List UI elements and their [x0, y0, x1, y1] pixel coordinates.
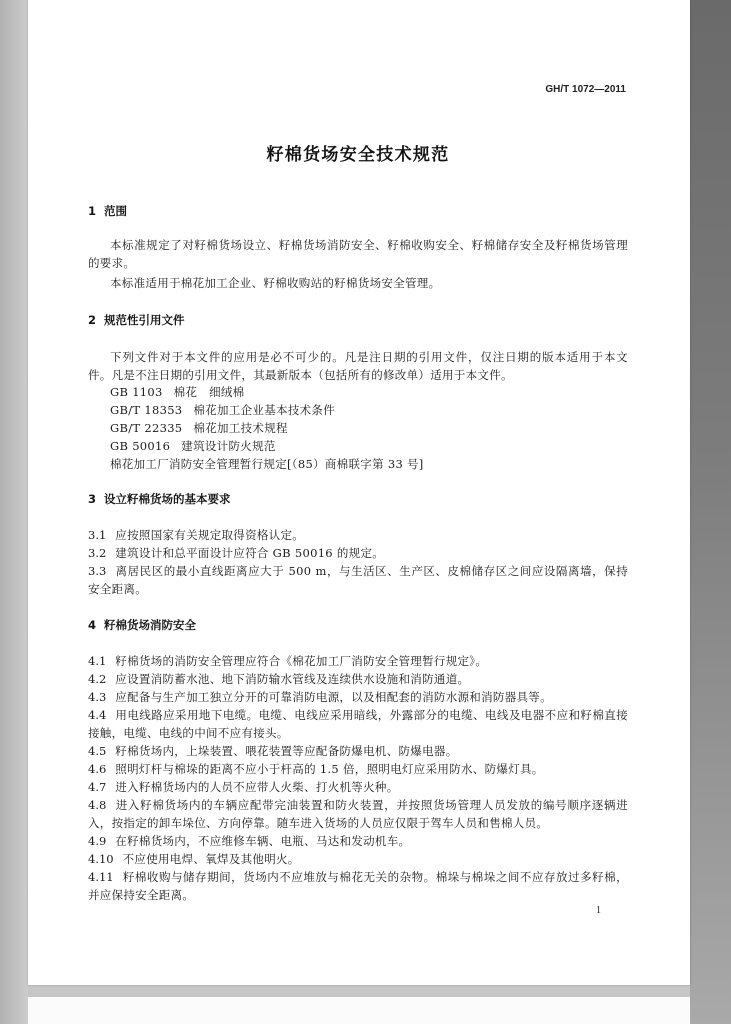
clause — [88, 778, 628, 796]
clause-text: 籽棉收购与储存期间，货场内不应堆放与棉花无关的杂物。棉垛与棉垛之间不应存放过多籽棉，并应保持安全距离。 — [88, 870, 628, 902]
reference-code: GB 1103 — [110, 385, 163, 399]
clause-number: 3.3 — [88, 564, 107, 578]
clause-text: 应设置消防蓄水池、地下消防输水管线及连续供水设施和消防通道。 — [115, 672, 470, 686]
section-2-heading — [88, 311, 628, 329]
clause-text: 离居民区的最小直线距离应大于 500 m，与生活区、生产区、皮棉储存区之间应设隔离墙，保持安全距离。 — [88, 564, 628, 596]
page-number: 1 — [596, 905, 601, 916]
clause — [88, 652, 628, 670]
clause-text: 照明灯杆与棉垛的距离不应小于杆高的 1.5 倍，照明电灯应采用防水、防爆灯具。 — [115, 762, 544, 776]
reference-title: 棉花 细绒棉 — [173, 385, 245, 399]
clause — [88, 562, 628, 598]
clause-number: 4.8 — [88, 798, 107, 812]
section-3-heading — [88, 490, 628, 508]
clause-text: 籽棉货场的消防安全管理应符合《棉花加工厂消防安全管理暂行规定》。 — [115, 654, 488, 668]
document-page — [28, 0, 690, 985]
reference-title: 棉花加工企业基本技术条件 — [193, 403, 336, 417]
clause-text: 不应使用电焊、氧焊及其他明火。 — [122, 852, 300, 866]
viewer-left-margin — [0, 0, 28, 1024]
scope-paragraph-1: 本标准规定了对籽棉货场设立、籽棉货场消防安全、籽棉收购安全、籽棉储存安全及籽棉货场管理的要求。 — [88, 238, 628, 270]
clause-number: 4.3 — [88, 690, 107, 704]
clause — [88, 688, 628, 706]
clause — [88, 706, 628, 742]
clause-text: 在籽棉货场内，不应维修车辆、电瓶、马达和发动机车。 — [115, 834, 411, 848]
document-title: 籽棉货场安全技术规范 — [266, 145, 450, 165]
clause — [88, 796, 628, 832]
reference-item — [110, 383, 628, 401]
references-intro-paragraph: 下列文件对于本文件的应用是必不可少的。凡是注日期的引用文件，仅注日期的版本适用于本文件。凡是不注日期的引用文件，其最新版本（包括所有的修改单）适用于本文件。 — [88, 350, 628, 382]
clause-number: 3.1 — [88, 528, 107, 542]
clause-number: 4.10 — [88, 852, 114, 866]
section-title: 籽棉货场消防安全 — [104, 618, 197, 632]
clause-number: 4.5 — [88, 744, 107, 758]
section-3-clauses — [88, 526, 628, 598]
clause — [88, 868, 628, 904]
section-number: 3 — [88, 492, 97, 506]
reference-code: GB 50016 — [110, 439, 171, 453]
clause-number: 4.1 — [88, 654, 107, 668]
clause — [88, 670, 628, 688]
clause-number: 4.2 — [88, 672, 107, 686]
clause-text: 进入籽棉货场内的人员不应带人火柴、打火机等火种。 — [115, 780, 399, 794]
clause-number: 4.6 — [88, 762, 107, 776]
section-4-heading — [88, 616, 628, 634]
clause-text: 建筑设计和总平面设计应符合 GB 50016 的规定。 — [115, 546, 385, 560]
reference-code: GB/T 22335 — [110, 421, 183, 435]
section-number: 1 — [88, 204, 97, 218]
clause-text: 应配备与生产加工独立分开的可靠消防电源，以及相配套的消防水源和消防器具等。 — [115, 690, 552, 704]
reference-title: 建筑设计防火规范 — [181, 439, 276, 453]
clause-number: 4.7 — [88, 780, 107, 794]
viewer-right-margin — [690, 0, 731, 1024]
clause-text: 籽棉货场内，上垛装置、喂花装置等应配备防爆电机、防爆电器。 — [115, 744, 458, 758]
section-4-clauses — [88, 652, 628, 904]
clause-number: 4.4 — [88, 708, 107, 722]
clause-text: 用电线路应采用地下电缆。电缆、电线应采用暗线，外露部分的电缆、电线及电器不应和籽棉直接接触，电缆、电线的中间不应有接头。 — [88, 708, 628, 740]
reference-item — [110, 437, 628, 455]
reference-item — [110, 419, 628, 437]
clause — [88, 742, 628, 760]
reference-item — [110, 401, 628, 419]
section-number: 4 — [88, 618, 97, 632]
reference-item-regulation: 棉花加工厂消防安全管理暂行规定[（85）商棉联字第 33 号] — [110, 457, 424, 471]
next-document-page — [28, 997, 690, 1024]
clause-number: 4.9 — [88, 834, 107, 848]
section-number: 2 — [88, 313, 97, 327]
section-title: 规范性引用文件 — [104, 313, 185, 327]
section-title: 设立籽棉货场的基本要求 — [104, 492, 231, 506]
clause — [88, 544, 628, 562]
clause-text: 应按照国家有关规定取得资格认定。 — [115, 528, 305, 542]
standard-code-header: GH/T 1072—2011 — [545, 84, 626, 95]
clause-text: 进入籽棉货场内的车辆应配带完油装置和防火装置，并按照货场管理人员发放的编号顺序逐辆进入，按指定的卸车垛位、方向停靠。随车进入货场的人员应仅限于驾车人员和售棉人员。 — [88, 798, 628, 830]
section-title: 范围 — [104, 204, 128, 218]
reference-list — [110, 383, 628, 473]
section-1-heading — [88, 202, 628, 220]
reference-title: 棉花加工技术规程 — [193, 421, 288, 435]
clause — [88, 526, 628, 544]
reference-code: GB/T 18353 — [110, 403, 183, 417]
clause — [88, 832, 628, 850]
scope-paragraph-2: 本标准适用于棉花加工企业、籽棉收购站的籽棉货场安全管理。 — [110, 276, 441, 290]
clause — [88, 760, 628, 778]
clause — [88, 850, 628, 868]
clause-number: 3.2 — [88, 546, 107, 560]
clause-number: 4.11 — [88, 870, 114, 884]
